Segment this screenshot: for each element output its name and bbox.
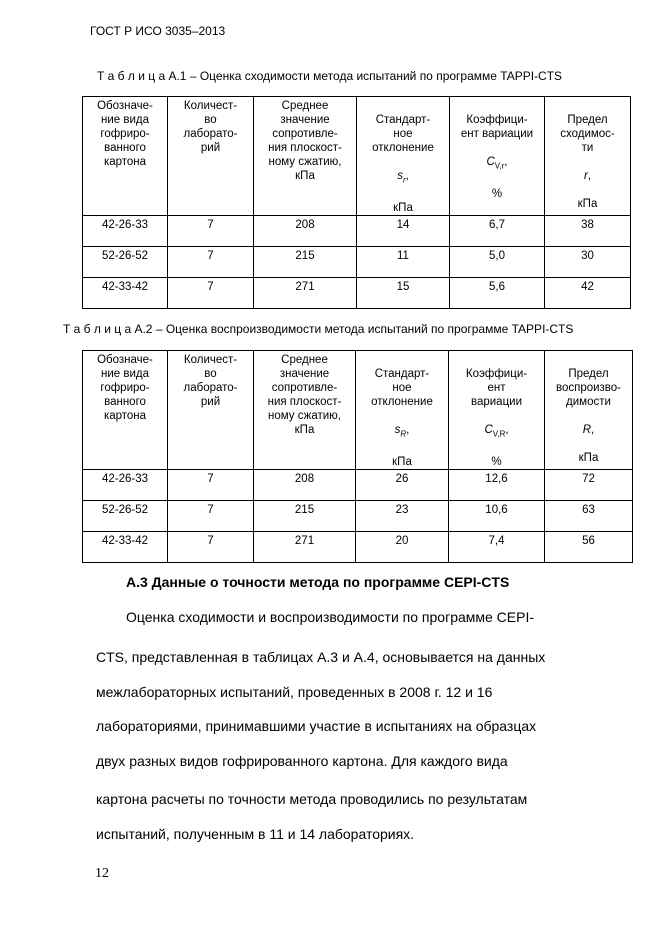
table-row — [83, 216, 631, 247]
table-cell: 10,6 — [449, 501, 545, 532]
symbol: r — [583, 170, 588, 182]
table-cell: 42-26-33 — [83, 470, 168, 501]
paragraph-line: двух разных видов гофрированного картона. Для каждого вида — [96, 753, 508, 769]
unit: кПа — [578, 452, 599, 464]
table-cell: 7 — [168, 278, 254, 309]
table-cell: 52-26-52 — [83, 501, 168, 532]
symbol: C — [486, 156, 495, 168]
unit: % — [491, 456, 502, 469]
table-cell: 271 — [254, 532, 356, 563]
table-cell: 26 — [356, 470, 449, 501]
table-cell: 5,0 — [450, 247, 545, 278]
symbol: R — [582, 424, 592, 436]
table-cell: 5,6 — [450, 278, 545, 309]
paragraph-line: картона расчеты по точности метода проводились по результатам — [96, 791, 528, 807]
table1-header-cell: Количест- во лаборато- рий — [168, 97, 254, 216]
symbol: C — [484, 424, 493, 436]
table1-header-cell: Обозначе- ние вида гофриро- ванного картона — [83, 97, 168, 216]
table-cell: 215 — [254, 501, 356, 532]
table-cell: 11 — [357, 247, 450, 278]
table-cell: 7 — [168, 247, 254, 278]
paragraph-line: Оценка сходимости и воспроизводимости по программе CEPI- — [126, 609, 535, 625]
symbol-sub: r — [402, 175, 406, 185]
table-cell: 14 — [357, 216, 450, 247]
table1-header-cell: Коэффици- ент вариации $C_{V,r}$, % — [450, 97, 545, 216]
table-cell: 72 — [545, 470, 633, 501]
header-text: Коэффици- ент вариации — [465, 368, 528, 408]
table-cell: 42 — [545, 278, 631, 309]
table-cell: 7 — [168, 470, 254, 501]
table-row — [83, 470, 633, 501]
symbol-sub: V,R — [492, 429, 506, 439]
table2-header-row — [83, 351, 633, 470]
header-text: Стандарт- ное отклонение — [371, 368, 433, 408]
unit: % — [491, 188, 503, 201]
table-cell: 7 — [168, 216, 254, 247]
unit: кПа — [393, 202, 413, 215]
table2-header-cell: Количест- во лаборато- рий — [168, 351, 254, 470]
table-cell: 42-33-42 — [83, 278, 168, 309]
table-cell: 7 — [168, 532, 254, 563]
table-cell: 56 — [545, 532, 633, 563]
table-cell: 6,7 — [450, 216, 545, 247]
table-row — [83, 278, 631, 309]
table-row — [83, 501, 633, 532]
table-cell: 15 — [357, 278, 450, 309]
paragraph-line: CTS, представленная в таблицах А.3 и А.4, основывается на данных — [96, 649, 546, 665]
table-cell: 271 — [254, 278, 357, 309]
header-text: Коэффици- ент вариации — [460, 114, 534, 140]
symbol-sub: V,r — [494, 161, 505, 171]
table2 — [82, 350, 633, 563]
paragraph-line: межлабораторных испытаний, проведенных в 2008 г. 12 и 16 — [96, 684, 493, 700]
document-header: ГОСТ Р ИСО 3035–2013 — [90, 24, 226, 38]
table1-header-cell: Среднее значение сопротивле- ния плоскост- ному сжатию, кПа — [254, 97, 357, 216]
header-text: Предел сходимос- ти — [560, 114, 615, 154]
table-cell: 208 — [254, 470, 356, 501]
table-cell: 42-33-42 — [83, 532, 168, 563]
table-cell: 12,6 — [449, 470, 545, 501]
table2-header-cell: Коэффици- ент вариации $C_{V,R}$, % — [449, 351, 545, 470]
table2-header-cell: Обозначе- ние вида гофриро- ванного картона — [83, 351, 168, 470]
table2-header-cell: Среднее значение сопротивле- ния плоскост- ному сжатию, кПа — [254, 351, 356, 470]
header-text: Предел воспроизво- димости — [555, 368, 622, 408]
paragraph-line: испытаний, полученным в 11 и 14 лабораториях. — [96, 826, 415, 842]
table-cell: 63 — [545, 501, 633, 532]
table-row — [83, 532, 633, 563]
header-text: Стандарт- ное отклонение — [372, 114, 434, 154]
table1-caption: Т а б л и ц а А.1 – Оценка сходимости метода испытаний по программе TAPPI-CTS — [97, 69, 563, 83]
table1 — [82, 96, 631, 309]
paragraph-line: лабораториями, принимавшими участие в испытаниях на образцах — [96, 718, 537, 734]
table2-header-cell: Предел воспроизво- димости R, кПа — [545, 351, 633, 470]
page-number: 12 — [95, 866, 109, 881]
table1-header-cell: Предел сходимос- ти r, кПа — [545, 97, 631, 216]
table-cell: 42-26-33 — [83, 216, 168, 247]
unit: кПа — [392, 456, 412, 469]
table-cell: 23 — [356, 501, 449, 532]
symbol-sub: R — [400, 429, 407, 439]
table-cell: 30 — [545, 247, 631, 278]
table-cell: 208 — [254, 216, 357, 247]
section-heading: А.3 Данные о точности метода по программе CEPI-CTS — [126, 574, 510, 590]
table-cell: 7 — [168, 501, 254, 532]
table-cell: 38 — [545, 216, 631, 247]
table-row — [83, 247, 631, 278]
table-cell: 215 — [254, 247, 357, 278]
table2-header-cell: Стандарт- ное отклонение $s_R$, кПа — [356, 351, 449, 470]
table-cell: 52-26-52 — [83, 247, 168, 278]
table2-caption: Т а б л и ц а А.2 – Оценка воспроизводимости метода испытаний по программе TAPPI-CTS — [63, 322, 574, 336]
table1-header-cell: Стандарт- ное отклонение $s_r$, кПа — [357, 97, 450, 216]
unit: кПа — [577, 198, 598, 210]
table1-header-row — [83, 97, 631, 216]
symbol: s — [394, 424, 401, 436]
table-cell: 7,4 — [449, 532, 545, 563]
symbol: s — [397, 170, 403, 182]
table-cell: 20 — [356, 532, 449, 563]
